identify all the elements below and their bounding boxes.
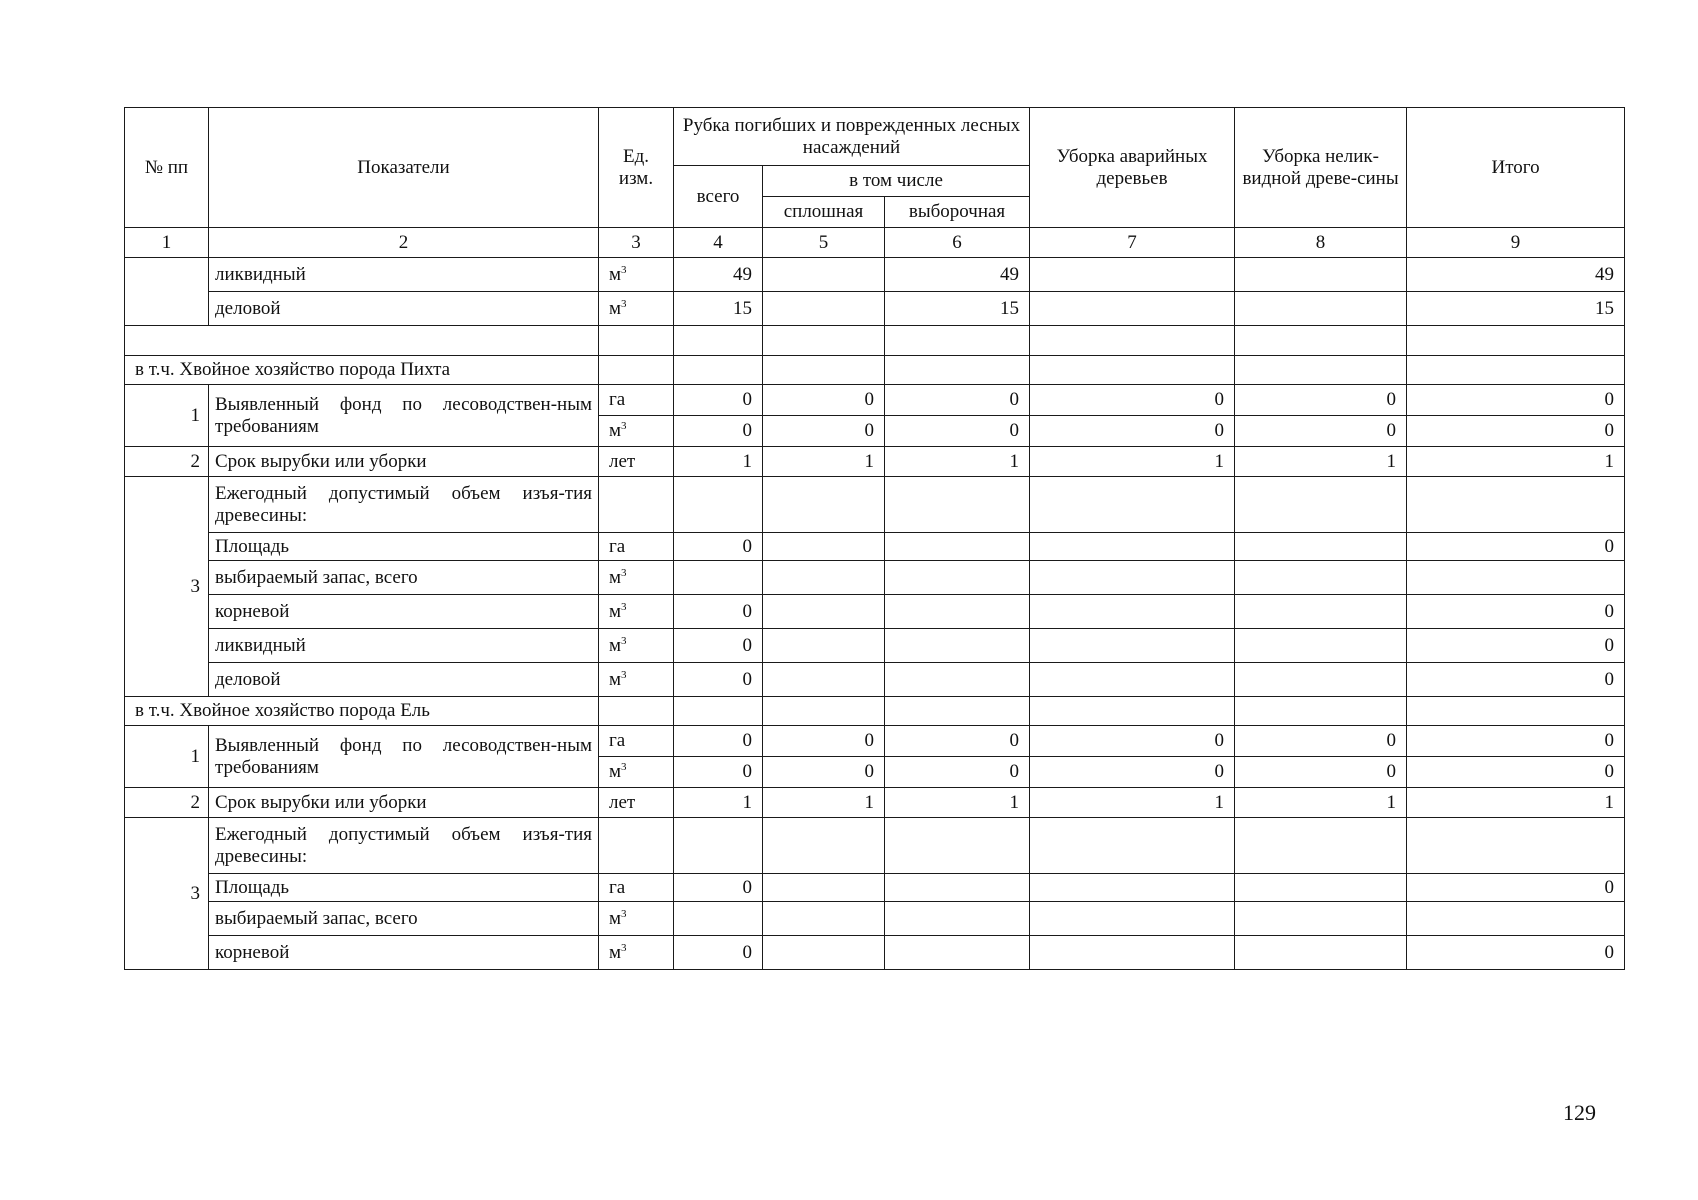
value-cell: 49 [1407, 258, 1625, 292]
unit-base: м [609, 907, 622, 929]
header-result: Итого [1407, 108, 1625, 228]
blank-cell [1407, 356, 1625, 385]
value-cell [1407, 902, 1625, 936]
unit-cell [599, 663, 674, 697]
blank-cell [1030, 818, 1235, 874]
indicator-label: корневой [209, 595, 599, 629]
indicator-label: корневой [209, 936, 599, 970]
unit-cell [599, 757, 674, 788]
indicator-label: Срок вырубки или уборки [209, 447, 599, 477]
value-cell: 0 [1030, 757, 1235, 788]
value-cell [1030, 533, 1235, 561]
value-cell [1030, 561, 1235, 595]
blank-cell [763, 697, 885, 726]
value-cell [763, 258, 885, 292]
unit-exponent: 3 [621, 634, 627, 647]
blank-cell [674, 477, 763, 533]
value-cell: 0 [885, 385, 1030, 416]
blank-cell [1235, 356, 1407, 385]
unit-base: м [609, 941, 622, 963]
value-cell [1235, 663, 1407, 697]
blank-cell [1235, 818, 1407, 874]
unit-base: лет [609, 791, 636, 813]
column-number: 1 [125, 228, 209, 258]
value-cell: 0 [1407, 416, 1625, 447]
unit-base: га [609, 876, 626, 898]
blank-cell [1235, 326, 1407, 356]
value-cell: 0 [1407, 726, 1625, 757]
section-title: в т.ч. Хвойное хозяйство порода Ель [125, 697, 599, 726]
value-cell [1030, 936, 1235, 970]
unit-cell [599, 629, 674, 663]
blank-cell [599, 356, 674, 385]
unit-exponent: 3 [621, 600, 627, 613]
value-cell [1235, 533, 1407, 561]
blank-cell [599, 697, 674, 726]
value-cell [885, 561, 1030, 595]
blank-cell [763, 356, 885, 385]
value-cell: 0 [885, 757, 1030, 788]
column-number: 3 [599, 228, 674, 258]
value-cell [1030, 874, 1235, 902]
header-emergency-trees: Уборка аварийных деревьев [1030, 108, 1235, 228]
indicator-label: деловой [209, 663, 599, 697]
blank-cell [1030, 326, 1235, 356]
value-cell [763, 874, 885, 902]
column-number: 9 [1407, 228, 1625, 258]
value-cell [1030, 629, 1235, 663]
blank-cell [885, 477, 1030, 533]
value-cell: 0 [1407, 629, 1625, 663]
value-cell: 0 [1407, 757, 1625, 788]
header-including-group: в том числе [763, 166, 1030, 197]
header-felling-group: Рубка погибших и поврежденных лесных насаждений [674, 108, 1030, 166]
value-cell: 0 [1407, 936, 1625, 970]
value-cell: 0 [1235, 757, 1407, 788]
unit-exponent: 3 [621, 566, 627, 579]
unit-cell [599, 416, 674, 447]
unit-base: га [609, 730, 626, 751]
value-cell: 0 [885, 416, 1030, 447]
blank-cell [599, 818, 674, 874]
indicator-label: выбираемый запас, всего [209, 561, 599, 595]
pp-cell: 1 [125, 726, 209, 788]
unit-exponent: 3 [621, 941, 627, 954]
blank-cell [763, 326, 885, 356]
blank-cell [674, 697, 763, 726]
blank-cell [1030, 477, 1235, 533]
value-cell: 0 [674, 726, 763, 757]
header-unit: Ед. изм. [599, 108, 674, 228]
indicator-label: ликвидный [209, 629, 599, 663]
blank-cell [674, 356, 763, 385]
unit-cell [599, 936, 674, 970]
blank-cell [1407, 326, 1625, 356]
value-cell: 0 [763, 416, 885, 447]
unit-base: м [609, 566, 622, 588]
header-nonliquid-wood: Уборка нелик-видной древе-сины [1235, 108, 1407, 228]
value-cell [885, 874, 1030, 902]
value-cell: 0 [674, 663, 763, 697]
unit-base: м [609, 600, 622, 622]
value-cell: 0 [1407, 595, 1625, 629]
page-number: 129 [1563, 1100, 1596, 1125]
value-cell: 0 [763, 757, 885, 788]
value-cell: 0 [1407, 663, 1625, 697]
value-cell [763, 902, 885, 936]
indicator-label: Площадь [209, 874, 599, 902]
value-cell: 0 [1235, 416, 1407, 447]
value-cell: 1 [1235, 447, 1407, 477]
unit-exponent: 3 [621, 668, 627, 681]
blank-cell [1407, 477, 1625, 533]
blank-cell [1030, 697, 1235, 726]
value-cell [1030, 258, 1235, 292]
value-cell: 1 [1030, 788, 1235, 818]
value-cell [1030, 663, 1235, 697]
value-cell: 0 [674, 874, 763, 902]
pp-cell: 3 [125, 477, 209, 697]
column-number: 4 [674, 228, 763, 258]
indicator-label: ликвидный [209, 258, 599, 292]
value-cell [763, 936, 885, 970]
unit-exponent: 3 [621, 297, 627, 310]
blank-cell [1030, 356, 1235, 385]
unit-cell [599, 595, 674, 629]
value-cell [763, 533, 885, 561]
value-cell [885, 936, 1030, 970]
value-cell: 1 [1030, 447, 1235, 477]
header-pp: № пп [125, 108, 209, 228]
header-indicators: Показатели [209, 108, 599, 228]
blank-cell [599, 477, 674, 533]
value-cell [674, 902, 763, 936]
unit-cell [599, 385, 674, 416]
value-cell: 49 [885, 258, 1030, 292]
unit-exponent: 3 [621, 761, 627, 773]
value-cell [1407, 561, 1625, 595]
value-cell: 0 [763, 726, 885, 757]
value-cell: 0 [885, 726, 1030, 757]
value-cell: 0 [1030, 416, 1235, 447]
blank-cell [885, 697, 1030, 726]
blank-cell [1407, 818, 1625, 874]
value-cell: 0 [674, 936, 763, 970]
blank-cell [1235, 697, 1407, 726]
unit-cell [599, 533, 674, 561]
value-cell: 0 [674, 629, 763, 663]
value-cell: 1 [763, 447, 885, 477]
unit-cell [599, 788, 674, 818]
value-cell: 1 [885, 447, 1030, 477]
pp-cell [125, 258, 209, 326]
value-cell: 0 [674, 595, 763, 629]
value-cell [885, 902, 1030, 936]
value-cell: 15 [1407, 292, 1625, 326]
value-cell: 49 [674, 258, 763, 292]
value-cell [1030, 595, 1235, 629]
value-cell [885, 629, 1030, 663]
value-cell [885, 595, 1030, 629]
value-cell: 0 [1407, 874, 1625, 902]
blank-cell [1407, 697, 1625, 726]
blank-cell [1235, 477, 1407, 533]
value-cell: 1 [674, 447, 763, 477]
value-cell [1030, 292, 1235, 326]
value-cell: 0 [1407, 533, 1625, 561]
value-cell: 0 [1030, 726, 1235, 757]
value-cell: 1 [1407, 447, 1625, 477]
value-cell: 0 [1407, 385, 1625, 416]
value-cell: 0 [674, 757, 763, 788]
indicator-label: Ежегодный допустимый объем изъя-тия древесины: [209, 818, 599, 874]
value-cell: 1 [1407, 788, 1625, 818]
unit-base: лет [609, 450, 636, 472]
blank-cell [763, 818, 885, 874]
unit-cell [599, 258, 674, 292]
indicator-label: Ежегодный допустимый объем изъя-тия древесины: [209, 477, 599, 533]
value-cell [763, 292, 885, 326]
indicator-label: Площадь [209, 533, 599, 561]
pp-cell: 1 [125, 385, 209, 447]
pp-cell: 3 [125, 818, 209, 970]
blank-cell [885, 356, 1030, 385]
value-cell [1235, 258, 1407, 292]
blank-cell [674, 818, 763, 874]
unit-base: м [609, 420, 622, 441]
indicator-label: деловой [209, 292, 599, 326]
unit-cell [599, 726, 674, 757]
blank-cell [885, 818, 1030, 874]
value-cell [885, 663, 1030, 697]
value-cell: 0 [763, 385, 885, 416]
value-cell [1030, 902, 1235, 936]
header-total: всего [674, 166, 763, 228]
value-cell: 1 [885, 788, 1030, 818]
unit-cell [599, 561, 674, 595]
unit-base: га [609, 535, 626, 557]
value-cell: 0 [1235, 385, 1407, 416]
unit-base: м [609, 263, 622, 285]
indicator-label: Выявленный фонд по лесоводствен-ным требованиям [209, 726, 599, 788]
unit-base: м [609, 668, 622, 690]
value-cell [1235, 902, 1407, 936]
value-cell [1235, 292, 1407, 326]
column-number: 6 [885, 228, 1030, 258]
pp-cell: 2 [125, 788, 209, 818]
value-cell: 0 [674, 385, 763, 416]
value-cell [763, 629, 885, 663]
value-cell [1235, 874, 1407, 902]
column-number: 5 [763, 228, 885, 258]
unit-base: м [609, 761, 622, 782]
unit-cell [599, 447, 674, 477]
blank-cell [125, 326, 599, 356]
column-number: 8 [1235, 228, 1407, 258]
unit-base: м [609, 634, 622, 656]
value-cell [1235, 936, 1407, 970]
value-cell: 0 [1235, 726, 1407, 757]
value-cell [763, 561, 885, 595]
value-cell: 15 [885, 292, 1030, 326]
value-cell: 0 [1030, 385, 1235, 416]
value-cell: 0 [674, 533, 763, 561]
forestry-indicators-table [124, 107, 1625, 970]
value-cell: 1 [763, 788, 885, 818]
unit-cell [599, 902, 674, 936]
section-title: в т.ч. Хвойное хозяйство порода Пихта [125, 356, 599, 385]
column-number: 7 [1030, 228, 1235, 258]
value-cell [763, 595, 885, 629]
value-cell [763, 663, 885, 697]
blank-cell [674, 326, 763, 356]
indicator-label: Срок вырубки или уборки [209, 788, 599, 818]
unit-exponent: 3 [621, 907, 627, 920]
unit-exponent: 3 [621, 263, 627, 276]
unit-cell [599, 874, 674, 902]
unit-cell [599, 292, 674, 326]
value-cell [1235, 561, 1407, 595]
blank-cell [885, 326, 1030, 356]
column-number: 2 [209, 228, 599, 258]
header-clear-felling: сплошная [763, 197, 885, 228]
value-cell [674, 561, 763, 595]
blank-cell [763, 477, 885, 533]
value-cell [1235, 595, 1407, 629]
unit-base: м [609, 297, 622, 319]
unit-exponent: 3 [621, 420, 627, 432]
value-cell: 1 [674, 788, 763, 818]
value-cell: 1 [1235, 788, 1407, 818]
header-selective-felling: выборочная [885, 197, 1030, 228]
value-cell [1235, 629, 1407, 663]
indicator-label: выбираемый запас, всего [209, 902, 599, 936]
pp-cell: 2 [125, 447, 209, 477]
blank-cell [599, 326, 674, 356]
unit-base: га [609, 389, 626, 410]
value-cell: 0 [674, 416, 763, 447]
value-cell: 15 [674, 292, 763, 326]
value-cell [885, 533, 1030, 561]
indicator-label: Выявленный фонд по лесоводствен-ным требованиям [209, 385, 599, 447]
